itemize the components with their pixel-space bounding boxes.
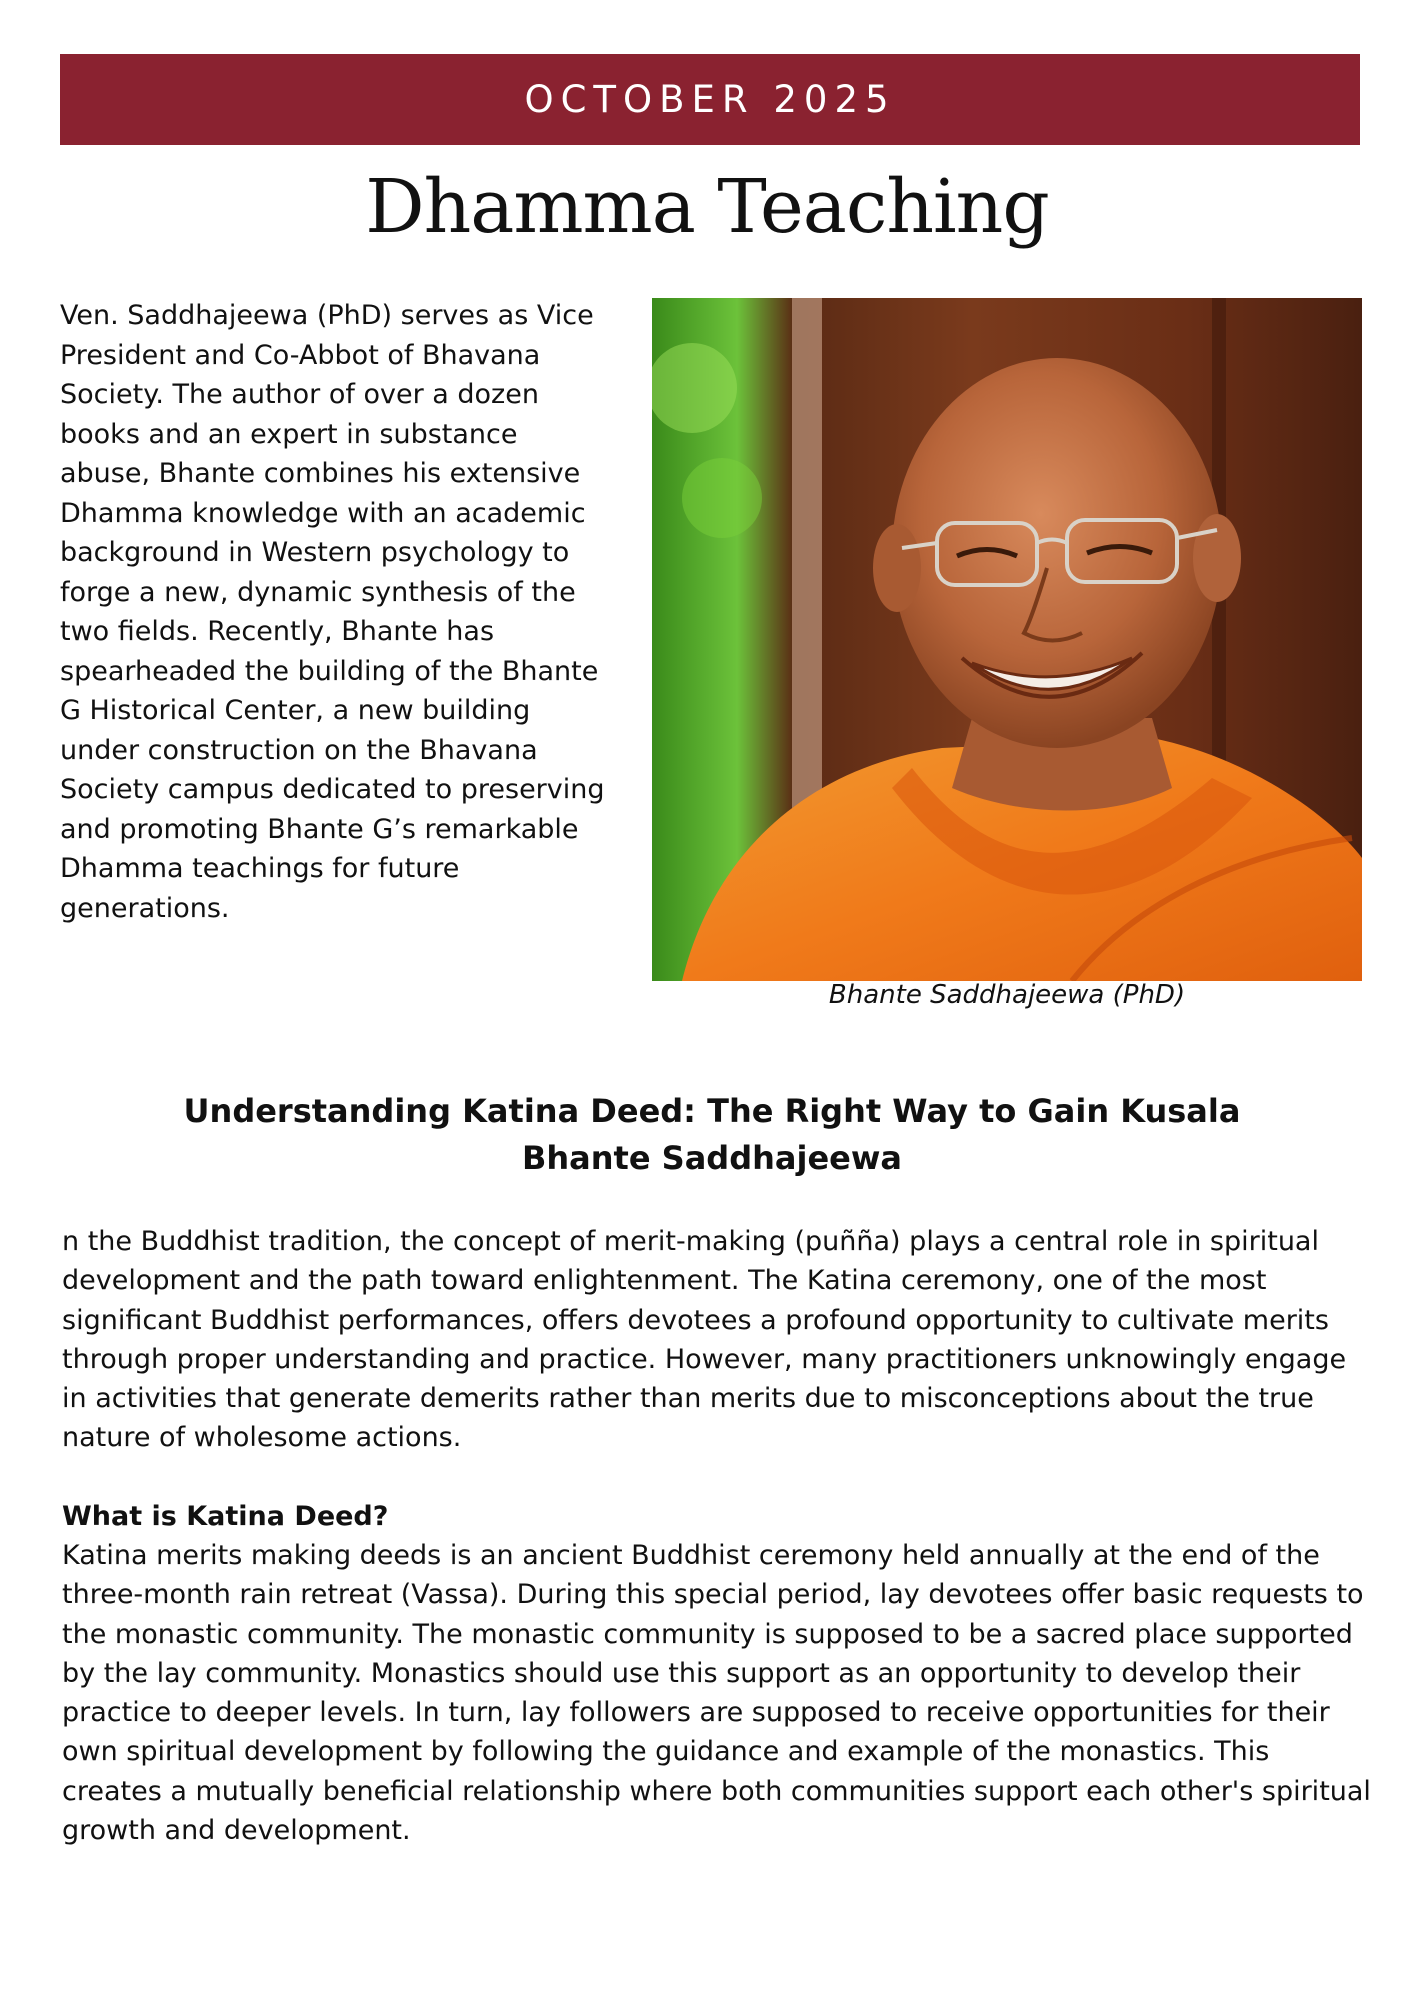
article-paragraph: n the Buddhist tradition, the concept of merit-making (puñña) plays a central role in spiritual development and the path toward enlightenment. The Katina ceremony, one of the most significant Buddhist performances, offers devotees a profound opportunity to cultivate merits through proper understanding and practice. However, many practitioners unknowingly engage in activities that generate demerits rather than merits due to misconceptions about the true nature of wholesome actions. [62, 1226, 1347, 1454]
article-paragraph: Katina merits making deeds is an ancient Buddhist ceremony held annually at the end of the three-month rain retreat (Vassa). During this special period, lay devotees offer basic requests to the monastic community. The monastic community is supposed to be a sacred place supported by the lay community. Monastics should use this support as an opportunity to develop their practice to deeper levels. In turn, lay followers are supposed to receive opportunities for their own spiritual development by following the guidance and example of the monastics. This creates a mutually beneficial relationship where both communities support each other's spiritual growth and development. [62, 1540, 1371, 1847]
photo-caption: Bhante Saddhajeewa (PhD) [828, 980, 1186, 1010]
portrait-photo [652, 298, 1362, 981]
page-title: Dhamma Teaching [365, 164, 1049, 250]
issue-date: OCTOBER 2025 [524, 78, 896, 121]
section-heading: What is Katina Deed? [62, 1501, 389, 1532]
article-author: Bhante Saddhajeewa [521, 1139, 903, 1177]
header-banner [60, 54, 1360, 145]
article-title: Understanding Katina Deed: The Right Way to Gain Kusala [183, 1092, 1241, 1130]
article-heading [0, 1088, 1414, 1182]
intro-paragraph: Ven. Saddhajeewa (PhD) serves as Vice President and Co-Abbot of Bhavana Society. The author of over a dozen books and an expert in substance abuse, Bhante combines his extensive Dhamma knowledge with an academic background in Western psychology to forge a new, dynamic synthesis of the two fields. Recently, Bhante has spearheaded the building of the Bhante G Historical Center, a new building under construction on the Bhavana Society campus dedicated to preserving and promoting Bhante G’s remarkable Dhamma teachings for future generations. [60, 300, 605, 924]
